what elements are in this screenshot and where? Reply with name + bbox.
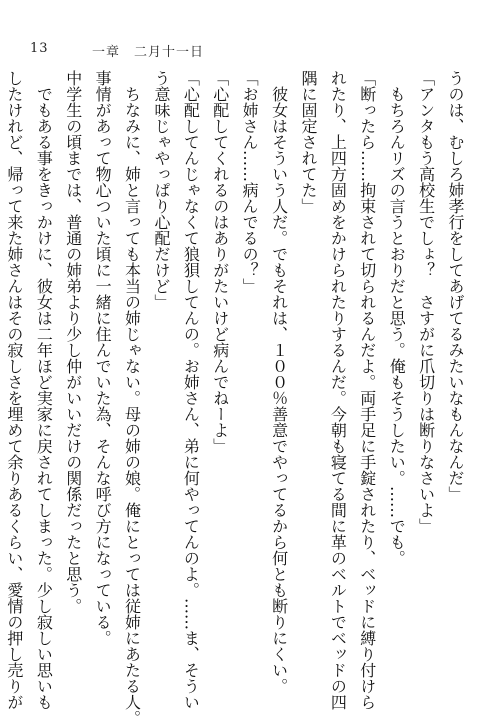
text-line: うのは、むしろ姉孝行をしてあげてるみたいなもんなんだ」	[446, 70, 465, 502]
text-line: ちなみに、姉と言っても本当の姉じゃない。母の姉の娘。俺にとっては従姉にあたる人。	[122, 86, 142, 726]
text-line: したけれど、帰って来た姉さんはその寂しさを埋めて余りあるくらい、愛情の押し売りが	[4, 70, 24, 710]
text-line: 「断ったら……拘束されて切られるんだよ。両手足に手錠されたり、ベッドに縛り付けら	[357, 70, 377, 710]
text-line: う意味じゃやっぱり心配だけど」	[151, 70, 171, 310]
page-number: 13	[30, 41, 49, 56]
vertical-body-text	[0, 70, 470, 726]
text-line: もちろんリズの言うとおりだと思う。俺もそうしたい。……でも。	[387, 86, 407, 566]
text-line: 事情があって物心ついた頃に一緒に住んでいた為、そんな呼び方になっている。	[93, 70, 113, 646]
text-line: 「お姉さん……病んでるの？」	[240, 70, 260, 294]
text-line: 「心配してくれるのはありがたいけど病んでねーよ」	[210, 70, 230, 454]
text-line: れたり、上四方固めをかけられたりするんだ。今朝も寝てる間に革のベルトでベッドの四	[328, 70, 348, 710]
chapter-title: 一章 二月十一日	[92, 45, 205, 60]
text-line: 中学生の頃までは、普通の姉弟より少し仲がいいだけの関係だったと思う。	[63, 70, 83, 614]
text-line: 「心配してんじゃなくて狼狽してんの。お姉さん、弟に何やってんのよ。……ま、そうい	[181, 70, 201, 710]
text-line: 彼女はそういう人だ。でもそれは、１００％善意でやってるから何とも断りにくい。	[269, 86, 289, 694]
text-line: 隅に固定されてた」	[298, 70, 318, 214]
text-line: 「アンタもう高校生でしょ？ さすがに爪切りは断りなさいよ」	[416, 70, 436, 534]
text-line: でもある事をきっかけに、彼女は二年ほど実家に戻されてしまった。少し寂しい思いも	[34, 86, 54, 710]
